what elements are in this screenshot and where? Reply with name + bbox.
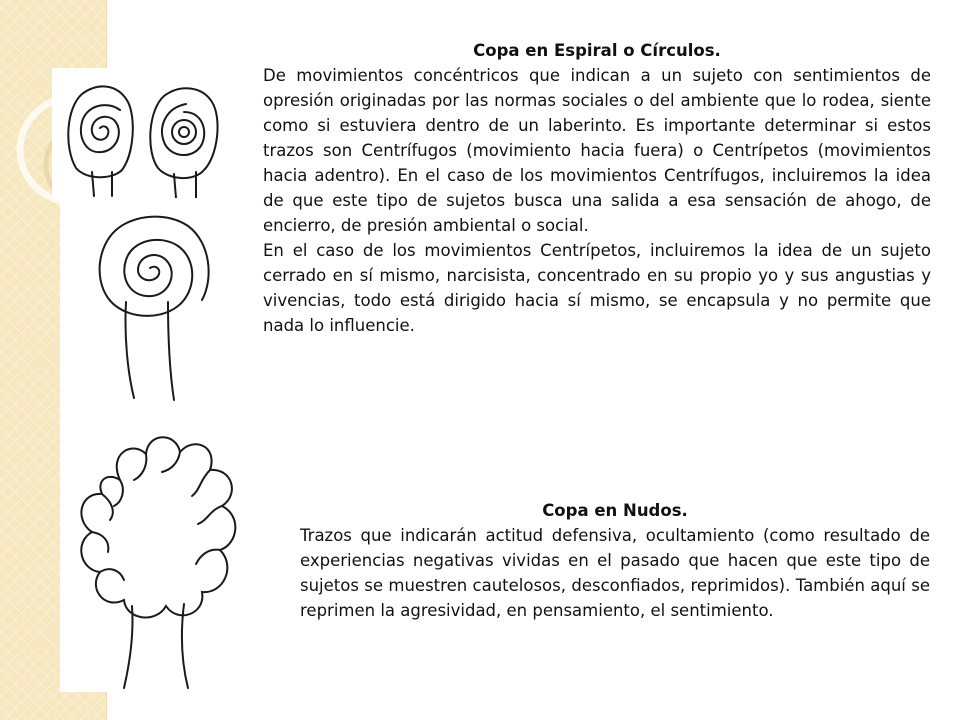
spiral-section-paragraph-1: De movimientos concéntricos que indican a un sujeto con sentimientos de opresión originadas por las normas sociales o del ambiente que lo rodea, siente como si estuviera dentro de un laberinto. Es importante determinar si estos trazos son Centrífugos (movimiento hacia fuera) o Centrípetos (movimientos hacia adentro). En el caso de los movimientos Centrífugos, incluiremos la idea de que este tipo de sujetos busca una salida a esa sensación de ahogo, de encierro, de presión ambiental o social. [263,66,931,235]
knot-1 [114,480,123,506]
knot-5 [198,506,222,524]
knot-crown-illustration [60,410,250,692]
left-crown-spiral [81,105,120,152]
knot-section-title: Copa en Nudos. [542,501,688,520]
spiral-section-paragraph-2: En el caso de los movimientos Centrípetos, incluiremos la idea de un sujeto cerrado en sí mismo, narcisista, concentrado en su propio yo y sus angustias y vivencias, todo está dirigido hacia sí mismo, se encapsula y no permite que nada lo influencie. [263,241,931,335]
spiral-section-title: Copa en Espiral o Círculos. [473,41,721,60]
knot-9 [100,569,124,580]
right-crown-outline [150,88,217,178]
knot-2 [134,454,146,480]
large-spiral [100,217,209,316]
right-trunk [174,172,196,198]
knot-3 [162,452,180,472]
left-crown-outline [68,86,133,177]
right-crown-circle-1 [179,127,189,137]
knot-7 [102,494,113,520]
spiral-crowns-illustration [52,68,232,200]
large-spiral-crown-illustration [60,198,230,410]
knot-crown-outline [81,437,235,617]
knot-6 [196,550,220,564]
knot-section-paragraph: Trazos que indicarán actitud defensiva, ocultamiento (como resultado de experiencias negativas vividas en el pasado que hacen que este tipo de sujetos se muestren cautelosos, desconfiados, reprimidos). También aquí se reprimen la agresividad, en pensamiento, el sentimiento. [300,526,930,620]
knot-trunk [124,604,188,688]
knot-8 [92,532,108,552]
right-crown-circle-2 [172,120,196,144]
knot-crown-section [300,498,930,623]
spiral-crown-section [263,38,931,338]
right-crown-spiral [162,104,204,155]
knot-4 [192,470,210,496]
